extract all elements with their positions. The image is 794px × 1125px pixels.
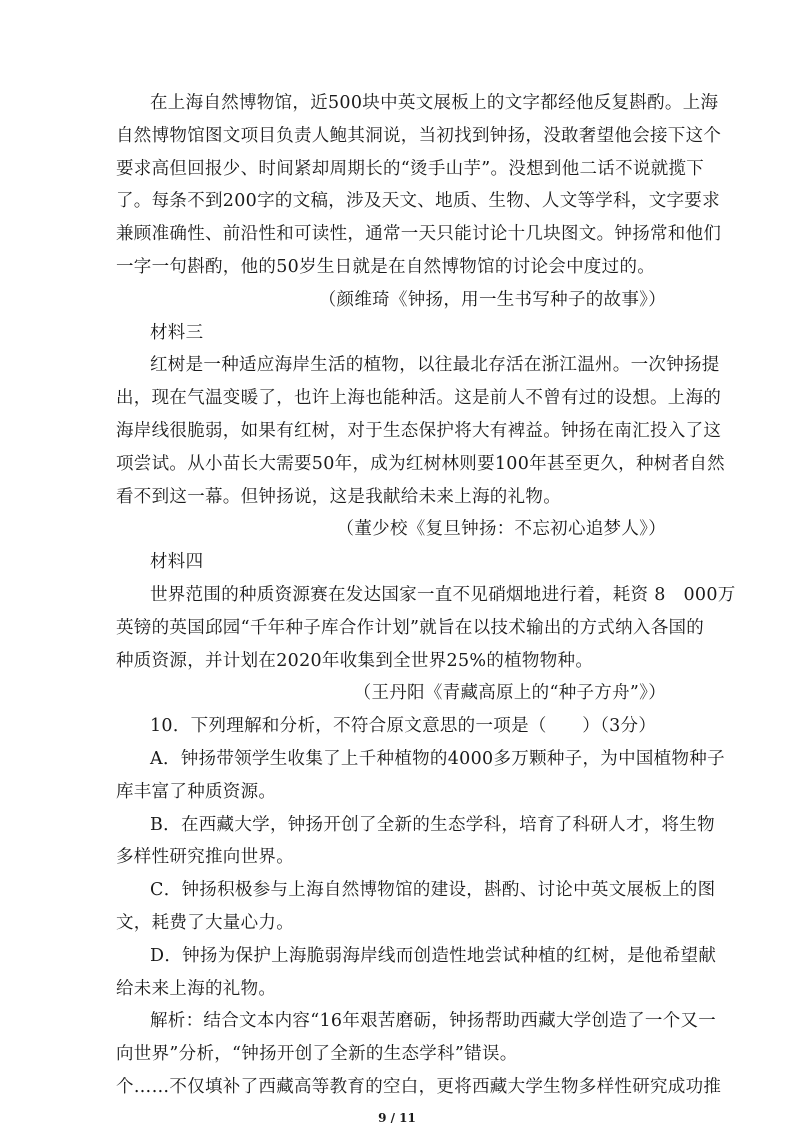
paragraph3-line: 红树是一种适应海岸生活的植物，以往最北存活在浙江温州。一次钟扬提 — [150, 355, 720, 376]
analysis-line: 解析：结合文本内容“16年艰苦磨砺，钟扬帮助西藏大学创造了一个又一 — [150, 1011, 717, 1032]
analysis-line: 向世界”分析，“钟扬开创了全新的生态学科”错误。 — [116, 1044, 518, 1065]
option-c: 文，耗费了大量心力。 — [116, 913, 294, 933]
option-c: C．钟扬积极参与上海自然博物馆的建设，斟酌、讨论中英文展板上的图 — [150, 880, 716, 901]
paragraph1-line: 兼顾准确性、前沿性和可读性，通常一天只能讨论十几块图文。钟扬常和他们 — [116, 224, 722, 245]
analysis-line: 个……不仅填补了西藏高等教育的空白，更将西藏大学生物多样性研究成功推 — [116, 1077, 722, 1097]
paragraph4-line: 英镑的英国邱园“千年种子库合作计划”就旨在以技术输出的方式纳入各国的 — [116, 617, 705, 638]
option-d: D．钟扬为保护上海脆弱海岸线而创造性地尝试种植的红树，是他希望献 — [150, 945, 717, 966]
paragraph1-line: 一字一句斟酌，他的50岁生日就是在自然博物馆的讨论会中度过的。 — [116, 257, 656, 277]
paragraph3-line: 出，现在气温变暖了，也许上海也能种活。这是前人不曾有过的设想。上海的 — [116, 388, 722, 409]
paragraph1-line: 要求高但回报少、时间紧却周期长的“烫手山芋”。没想到他二话不说就揽下 — [116, 158, 705, 179]
section-heading: 材料四 — [150, 552, 204, 573]
section-heading: 材料三 — [150, 322, 204, 343]
source-citation: （颜维琦《钟扬，用一生书写种子的故事》） — [318, 289, 666, 310]
option-b: 多样性研究推向世界。 — [116, 847, 294, 868]
paragraph1-line: 在上海自然博物馆，近500块中英文展板上的文字都经他反复斟酌。上海 — [150, 93, 719, 113]
paragraph4-line: 世界范围的种质资源赛在发达国家一直不见硝烟地进行着，耗资 8 000万 — [150, 585, 736, 605]
paragraph3-line: 项尝试。从小苗长大需要50年，成为红树林则要100年甚至更久，种树者自然 — [116, 453, 725, 474]
option-b: B．在西藏大学，钟扬开创了全新的生态学科，培育了科研人才，将生物 — [150, 814, 715, 835]
paragraph4-line: 种质资源，并计划在2020年收集到全世界25%的植物物种。 — [116, 650, 594, 671]
source-citation: （王丹阳《青藏高原上的“种子方舟”》） — [353, 683, 666, 704]
paragraph1-line: 自然博物馆图文项目负责人鲍其洞说，当初找到钟扬，没敢奢望他会接下这个 — [116, 125, 722, 146]
option-a: 库丰富了种质资源。 — [116, 781, 277, 802]
paragraph3-line: 海岸线很脆弱，如果有红树，对于生态保护将大有裨益。钟扬在南汇投入了这 — [116, 421, 722, 441]
paragraph3-line: 看不到这一幕。但钟扬说，这是我献给未来上海的礼物。 — [116, 486, 561, 507]
paragraph1-line: 了。每条不到200字的文稿，涉及天文、地质、生物、人文等学科，文字要求 — [116, 191, 720, 212]
source-citation: （董少校《复旦钟扬：不忘初心追梦人》） — [336, 519, 666, 540]
page-number: 9 / 11 — [378, 1110, 416, 1125]
option-a: A．钟扬带领学生收集了上千种植物的4000多万颗种子，为中国植物种子 — [150, 749, 725, 769]
option-d: 给未来上海的礼物。 — [116, 978, 277, 999]
question-stem: 10．下列理解和分析，不符合原文意思的一项是（ ）（3分） — [150, 716, 657, 737]
